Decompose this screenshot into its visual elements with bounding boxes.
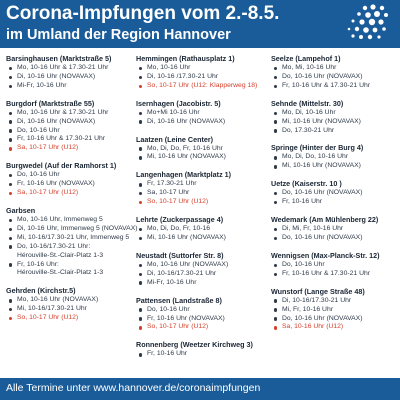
schedule-item: Fr, 17.30-21 Uhr — [136, 180, 278, 189]
schedule-item: Di, 10-16 Uhr (NOVAVAX) — [6, 118, 142, 127]
schedule-item: Mo, Mi, 10-16 Uhr — [271, 64, 399, 73]
schedule-item: Mi-Fr, 10-16 Uhr — [136, 279, 278, 288]
location-block — [6, 161, 142, 198]
location-block — [271, 251, 399, 279]
schedule-item: Mi, 10-16/17.30-21 Uhr — [6, 305, 142, 314]
location-block — [136, 340, 278, 359]
location-title: Pattensen (Landstraße 8) — [136, 295, 222, 305]
schedule-item: So, 10-17 Uhr (U12) — [6, 314, 142, 323]
location-title: Isernhagen (Jacobistr. 5) — [136, 98, 221, 108]
schedule-list — [6, 109, 142, 154]
column-right — [271, 54, 399, 340]
location-block — [136, 170, 278, 207]
schedule-list — [136, 180, 278, 207]
schedule-item: So, 10-17 Uhr (U12) — [136, 198, 278, 207]
schedule-list — [136, 145, 278, 163]
schedule-item: Fr, 10-16 Uhr — [271, 198, 399, 207]
schedule-item: Di, 10-16 Uhr, Immenweg 5 (NOVAVAX) — [6, 225, 142, 234]
schedule-item: Mo, 10-16 Uhr, Immenweg 5 — [6, 216, 142, 225]
location-title: Wedemark (Am Mühlenberg 22) — [271, 215, 379, 225]
location-block — [271, 287, 399, 333]
schedule-item: Fr, 10-16 Uhr & 17.30-21 Uhr — [271, 82, 399, 91]
schedule-item: Fr, 10-16 Uhr: — [6, 261, 142, 270]
location-block — [136, 215, 278, 243]
location-block — [271, 215, 399, 243]
schedule-item: Mo, 10-16 Uhr (NOVAVAX) — [136, 261, 278, 270]
location-block — [136, 251, 278, 288]
location-title: Gehrden (Kirchstr.5) — [6, 286, 76, 296]
location-title: Burgdorf (Marktstraße 55) — [6, 98, 95, 108]
schedule-list — [136, 306, 278, 333]
schedule-item: Do, 10-16 Uhr — [136, 306, 278, 315]
schedule-item: Sa, 10-17 Uhr (U12) — [6, 144, 142, 153]
schedule-item-continuation: Hérouville-St.-Clair-Platz 1-3 — [17, 269, 104, 277]
schedule-list — [136, 109, 278, 127]
schedule-list — [6, 216, 142, 278]
location-title: Wennigsen (Max-Planck-Str. 12) — [271, 250, 380, 260]
location-block — [136, 54, 278, 91]
schedule-item: Do, 10-16 Uhr (NOVAVAX) — [271, 73, 399, 82]
location-title: Uetze (Kaiserstr. 10 ) — [271, 179, 342, 189]
schedule-item: Mi, 10-16/17.30-21 Uhr, Immenweg 5 — [6, 234, 142, 243]
schedule-item: Mo, 10-16 Uhr (NOVAVAX) — [6, 296, 142, 305]
location-title: Wunstorf (Lange Straße 48) — [271, 286, 365, 296]
location-block — [271, 143, 399, 171]
schedule-item: Do, 17.30-21 Uhr — [271, 127, 399, 136]
location-title: Springe (Hinter der Burg 4) — [271, 143, 364, 153]
schedule-list — [136, 350, 278, 359]
schedule-item: Do, 10-16 Uhr — [6, 127, 142, 136]
schedule-item: Mo, 10-16 Uhr — [136, 64, 278, 73]
location-title: Barsinghausen (Marktstraße 5) — [6, 54, 112, 63]
schedule-list — [271, 153, 399, 171]
schedule-item: Di, 10-16 /17.30-21 Uhr — [136, 73, 278, 82]
schedule-item: Fr, 10-16 Uhr & 17.30-21 Uhr — [271, 270, 399, 279]
schedule-list — [271, 261, 399, 279]
location-block — [271, 54, 399, 91]
page-subtitle: im Umland der Region Hannover — [6, 27, 231, 43]
schedule-item: So, 10-17 Uhr (U12) — [136, 323, 278, 332]
schedule-item: Sa, 10-17 Uhr — [136, 189, 278, 198]
location-title: Lehrte (Zuckerpassage 4) — [136, 215, 224, 225]
schedule-list — [271, 64, 399, 91]
schedule-item: Fr, 10-16 Uhr (NOVAVAX) — [6, 180, 142, 189]
location-block — [6, 54, 142, 91]
location-block — [136, 99, 278, 127]
location-title: Burgwedel (Auf der Ramhorst 1) — [6, 161, 117, 171]
schedule-item: Mi, 10-16 Uhr (NOVAVAX) — [271, 118, 399, 127]
schedule-list — [6, 296, 142, 323]
location-block — [271, 99, 399, 136]
location-block — [136, 296, 278, 333]
schedule-item: Sa, 10-16 Uhr (U12) — [271, 323, 399, 332]
location-title: Seelze (Lampehof 1) — [271, 54, 341, 63]
header-banner — [0, 0, 400, 48]
schedule-item: Di, 10-16/17.30-21 Uhr — [136, 270, 278, 279]
schedule-item: Sa, 10-17 Uhr (U12) — [6, 189, 142, 198]
location-block — [271, 179, 399, 207]
column-left — [6, 54, 142, 331]
location-block — [6, 286, 142, 323]
location-title: Laatzen (Leine Center) — [136, 134, 214, 144]
schedule-list — [271, 109, 399, 136]
column-middle — [136, 54, 278, 367]
schedule-list — [136, 261, 278, 288]
schedule-item: Mi, 10-16 Uhr (NOVAVAX) — [136, 153, 278, 162]
schedule-item: Fr, 10-16 Uhr — [136, 350, 278, 359]
schedule-list — [136, 225, 278, 243]
schedule-item: Fr, 10-16 Uhr & 17.30-21 Uhr — [6, 135, 142, 144]
schedule-list — [6, 64, 142, 91]
schedule-item: So, 10-17 Uhr (U12: Klapperweg 18) — [136, 82, 278, 91]
schedule-item: Mi, 10-16 Uhr (NOVAVAX) — [271, 162, 399, 171]
location-block — [6, 206, 142, 278]
schedule-item: Di, 10-16 Uhr (NOVAVAX) — [136, 118, 278, 127]
location-block — [136, 135, 278, 163]
schedule-list — [271, 225, 399, 243]
schedule-item: Di, Mi, Fr, 10-16 Uhr — [271, 225, 399, 234]
location-title: Ronnenberg (Weetzer Kirchweg 3) — [136, 340, 253, 350]
schedule-item: Do, 10-16 Uhr — [271, 261, 399, 270]
schedule-item: Mo, Di, Do, Fr, 10-16 — [136, 225, 278, 234]
location-title: Garbsen — [6, 205, 36, 215]
schedule-list — [136, 64, 278, 91]
schedule-item: Do, 10-16 Uhr (NOVAVAX) — [271, 234, 399, 243]
schedule-item: Mi-Fr, 10-16 Uhr — [6, 82, 142, 91]
footer-link-text: Alle Termine unter www.hannover.de/coronaimpfungen — [6, 382, 261, 394]
schedule-item: Do, 10-16 Uhr (NOVAVAX) — [271, 315, 399, 324]
page-title: Corona-Impfungen vom 2.-8.5. — [6, 3, 280, 24]
schedule-item: Do, 10-16/17.30-21 Uhr: — [6, 243, 142, 252]
schedule-list — [271, 189, 399, 207]
schedule-item: Fr, 10-16 Uhr (NOVAVAX) — [136, 315, 278, 324]
schedule-item: Mi, Fr, 10-16 Uhr — [271, 306, 399, 315]
schedule-item: Mo+Mi 10-16 Uhr — [136, 109, 278, 118]
schedule-item-continuation: Hérouville-St.-Clair-Platz 1-3 — [17, 251, 104, 259]
location-title: Langenhagen (Marktplatz 1) — [136, 170, 232, 180]
schedule-list — [271, 297, 399, 333]
footer-banner — [0, 378, 400, 400]
schedule-item: Do, 10-16 Uhr — [6, 171, 142, 180]
schedule-item: Mo, Di, Do, 10-16 Uhr — [271, 153, 399, 162]
schedule-item: Mo, Di, 10-16 Uhr — [271, 109, 399, 118]
location-title: Sehnde (Mittelstr. 30) — [271, 98, 344, 108]
schedule-item: Do, 10-16 Uhr (NOVAVAX) — [271, 189, 399, 198]
location-block — [6, 99, 142, 154]
schedule-item: Mo, 10-16 Uhr & 17.30-21 Uhr — [6, 64, 142, 73]
schedule-item: Mi, 10-16 Uhr (NOVAVAX) — [136, 234, 278, 243]
schedule-item: Mo, Di, Do, Fr, 10-16 Uhr — [136, 145, 278, 154]
schedule-list — [6, 171, 142, 198]
location-title: Neustadt (Suttorfer Str. 8) — [136, 250, 224, 260]
schedule-item: Mo, 10-16 Uhr & 17.30-21 Uhr — [6, 109, 142, 118]
location-title: Hemmingen (Rathausplatz 1) — [136, 54, 235, 63]
schedule-item: Di, 10-16/17.30-21 Uhr — [271, 297, 399, 306]
region-hannover-logo-icon — [338, 4, 390, 42]
schedule-item: Di, 10-16 Uhr (NOVAVAX) — [6, 73, 142, 82]
